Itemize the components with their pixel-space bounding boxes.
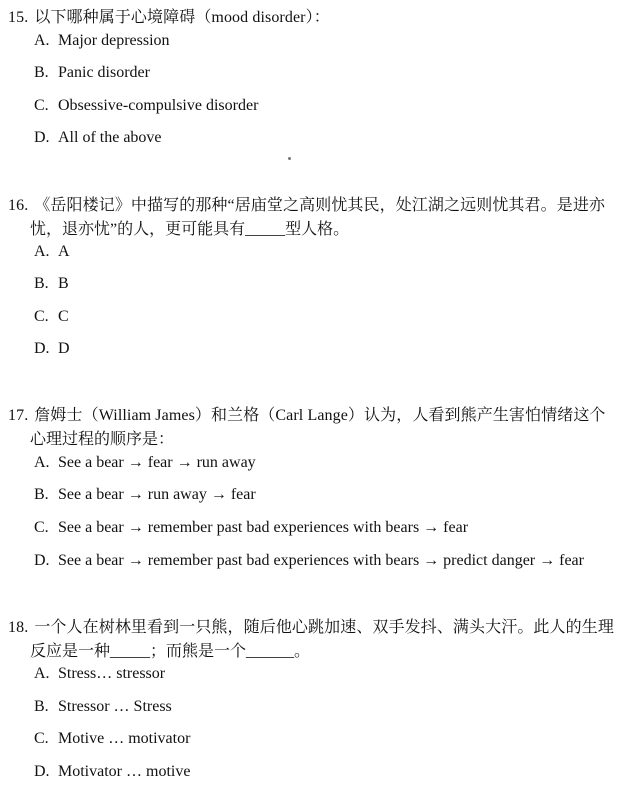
question-number: 18.	[8, 619, 29, 636]
option-letter: B.	[34, 275, 49, 292]
option-letter: D.	[34, 129, 50, 146]
option-letter: D.	[34, 763, 50, 780]
option-text: C	[58, 308, 69, 325]
option-a	[34, 242, 614, 262]
option-text: All of the above	[58, 129, 162, 146]
option-b	[34, 274, 614, 294]
option-c	[34, 729, 614, 749]
option-b	[34, 485, 614, 505]
option-letter: A.	[34, 665, 50, 682]
question-text: 《岳阳楼记》中描写的那种“居庙堂之高则忧其民，处江湖之远则忧其君。是进亦	[34, 197, 606, 214]
option-d	[34, 762, 614, 782]
option-text: Stress… stressor	[58, 665, 166, 682]
question-number: 15.	[8, 9, 29, 26]
option-text: Stressor … Stress	[58, 698, 172, 715]
option-b	[34, 697, 614, 717]
option-text: Motivator … motive	[58, 763, 191, 780]
question-text: 一个人在树林里看到一只熊，随后他心跳加速、双手发抖、满头大汗。此人的生理	[34, 619, 614, 636]
question-number: 16.	[8, 197, 29, 214]
option-d	[34, 128, 614, 148]
option-d	[34, 551, 614, 571]
question-stem	[8, 406, 618, 426]
option-c	[34, 96, 614, 116]
option-text: Major depression	[58, 32, 170, 49]
option-letter: D.	[34, 340, 50, 357]
question-text-continued: 心理过程的顺序是：	[30, 431, 175, 448]
option-a	[34, 453, 614, 473]
scan-speck	[288, 157, 291, 160]
option-text: See a bear → remember past bad experiences with bears → predict danger → fear	[58, 552, 584, 569]
question-stem	[8, 196, 618, 216]
option-text: Obsessive-compulsive disorder	[58, 97, 259, 114]
question-text-continued: 忧，退亦忧”的人，更可能具有_____型人格。	[30, 221, 350, 238]
option-c	[34, 518, 614, 538]
option-letter: C.	[34, 730, 49, 747]
option-text: A	[58, 243, 70, 260]
option-d	[34, 339, 614, 359]
question-text: 詹姆士（William James）和兰格（Carl Lange）认为，人看到熊产生害怕情绪这个	[34, 407, 606, 424]
question-text: 以下哪种属于心境障碍（mood disorder）：	[34, 9, 330, 26]
option-b	[34, 63, 614, 83]
option-letter: C.	[34, 308, 49, 325]
option-text: See a bear → run away → fear	[58, 486, 256, 503]
option-text: See a bear → fear → run away	[58, 454, 256, 471]
option-text: B	[58, 275, 69, 292]
option-letter: C.	[34, 519, 49, 536]
option-text: See a bear → remember past bad experiences with bears → fear	[58, 519, 469, 536]
option-text: Motive … motivator	[58, 730, 191, 747]
option-text: Panic disorder	[58, 64, 150, 81]
option-a	[34, 31, 614, 51]
question-stem	[8, 618, 618, 638]
option-letter: B.	[34, 64, 49, 81]
option-letter: B.	[34, 486, 49, 503]
option-letter: C.	[34, 97, 49, 114]
option-a	[34, 664, 614, 684]
question-stem	[8, 8, 618, 28]
option-text: D	[58, 340, 70, 357]
option-letter: B.	[34, 698, 49, 715]
question-text-continued: 反应是一种_____；而熊是一个______。	[30, 643, 311, 660]
question-number: 17.	[8, 407, 29, 424]
option-letter: A.	[34, 32, 50, 49]
option-letter: A.	[34, 243, 50, 260]
option-letter: A.	[34, 454, 50, 471]
option-letter: D.	[34, 552, 50, 569]
option-c	[34, 307, 614, 327]
